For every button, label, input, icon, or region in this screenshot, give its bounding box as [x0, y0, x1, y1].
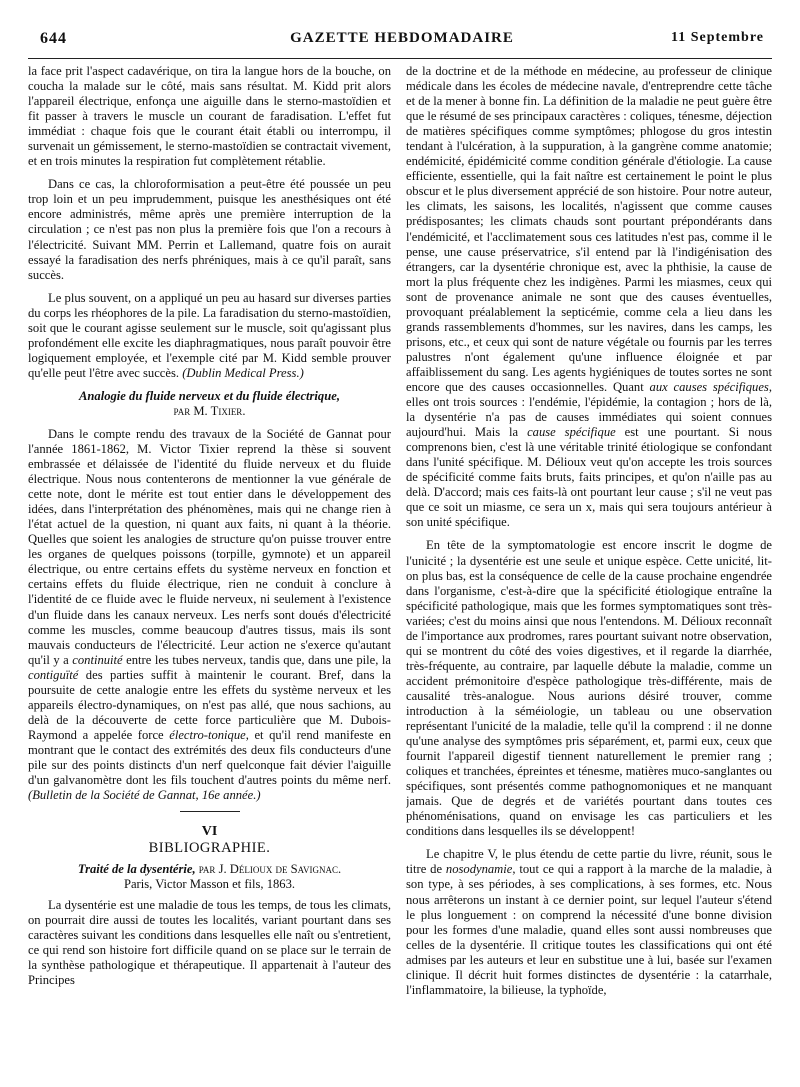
- article-title: Analogie du fluide nerveux et du fluide électrique,: [79, 388, 340, 403]
- paragraph: [28, 427, 391, 803]
- section-number: VI: [201, 824, 218, 840]
- paragraph: En tête de la symptomatologie est encore inscrit le dogme de l'unicité ; la dysentérie est une seule et unique espèce. Cette unicité, lit-on plus bas, est la conséquence de celle de la cause prochaine engendrée dans l'organisme, c'est-à-dire que la spécificité étiologique entraîne la spécificité pathologique, mais que les formes symptomatiques sont très-variées; c'est du moins ainsi que nous l'entendons. M. Délioux reconnaît de l'importance aux prodromes, rares pourtant suivant notre observation, qui se montrent du côté des voies digestives, et il regarde la diarrhée, très-fréquente, au contraire, par laquelle débute la maladie, comme un accident prémonitoire d'espèce pathologique très-différente, mais de causalité très-analogue. Nous aurions désiré trouver, comme introduction à la séméiologie, un tableau ou une observation représentant l'unicité de la maladie, telle qu'il la comprend : il ne donne qu'une analyse des symptômes pris séparément, et, parmi eux, ceux que fournit l'appareil digestif tiennent naturellement le premier rang ; coliques et tranchées, épreintes et ténesme, matières muco-sanglantes ou spécifiques, sont présentés comme pathognomoniques et ne manquant jamais. Que de degrés et de variétés pourtant dans toutes ces phénoménisations, quand on envisage les cas particuliers et les conditions dans lesquelles ils se développent!: [406, 538, 772, 839]
- right-column: [406, 64, 772, 1067]
- review-author: par J. Délioux de Savignac.: [195, 862, 342, 877]
- paragraph: [406, 64, 772, 530]
- emphasis: contiguïté: [28, 667, 79, 682]
- journal-title: GAZETTE HEBDOMADAIRE: [290, 30, 514, 46]
- source-citation: (Dublin Medical Press.): [182, 365, 304, 380]
- emphasis: continuité: [72, 652, 123, 667]
- paragraph: Dans ce cas, la chloroformisation a peut-être été poussée un peu trop loin et un peu imprudemment, puisque les anesthésiques ont été encore administrés, même après une première interruption de la circulation ; ce n'est pas non plus la première fois que l'on a recours à l'électricité. Suivant MM. Perrin et Lallemand, quatre fois on aurait essayé la faradisation des nerfs phréniques, mais à ce qu'il paraît, sans succès.: [28, 177, 391, 282]
- paragraph-text: est une pourtant. Si nous comprenons bien, c'est là une véritable trinité étiologique se confondant dans l'unité spécifique. M. Délioux veut qu'on accepte les trois sources de spécificité comme faits bruts, faits principes, et qu'on n'aille pas au delà. D'accord; mais ces faits-là ont pourtant leur cause ; s'il ne veut pas que ce soit un miasme, ce sera un x, mais qui sera toujours antérieur à son unité spécifique.: [406, 425, 772, 530]
- paragraph-text: , elles ont trois sources : l'endémie, l'épidémie, la contagion ; hors de là, la dysentérie n'a pas de causes immédiates qui soient connues aujourd'hui. Mais la: [406, 379, 772, 440]
- paragraph-text: des parties suffit à maintenir le courant. Bref, dans la poursuite de cette analogie entre les effets du système nerveux et les appareils électro-dynamiques, on n'est pas allé, que nous sachions, au delà de la découverte de cette force particulière que M. Dubois-Raymond a appelée force: [28, 667, 391, 742]
- paragraph-text: entre les tubes nerveux, tandis que, dans une pile, la: [122, 652, 391, 667]
- paragraph: la face prit l'aspect cadavérique, on tira la langue hors de la bouche, on coucha la malade sur le côté, mais sans résultat. M. Kidd prit alors l'appareil électrique, enfonça une aiguille dans le sterno-mastoïdien et fit passer à travers le muscle un courant de faradisation. L'effet fut immédiat : chaque fois que le courant était établi ou interrompu, il survenait un gémissement, le sterno-mastoïdien se contractait vivement, et en trois minutes la respiration fut complètement rétablie.: [28, 64, 391, 169]
- paragraph-text: Le plus souvent, on a appliqué un peu au hasard sur diverses parties du corps les rhéophores de la pile. La faradisation du sterno-mastoïdien, soit que le courant agisse seulement sur le muscle, soit qu'agissant plus profondément elle excite les diaphragmatiques, nous paraît pouvoir être logiquement employée, et l'exemple cité par M. Kidd semble prouver qu'elle peut l'être avec succès.: [28, 290, 391, 380]
- paragraph: [28, 291, 391, 381]
- article-heading: [28, 389, 391, 419]
- paragraph-text: , et qu'il rend manifeste en montrant que le contact des extrémités des deux fils conducteurs d'une pile sur des points distincts d'un nerf quelconque fait dévier l'aiguille d'un galvanomètre dont les fils touchent d'autres points du même nerf.: [28, 727, 391, 788]
- emphasis: nosodynamie: [445, 862, 513, 877]
- header-rule: [28, 58, 772, 59]
- paragraph: La dysentérie est une maladie de tous les temps, de tous les climats, on pourrait dire aussi de toutes les localités, variant pourtant dans ses caractères suivant les conditions dans lesquelles elle naît ou s'entretient, ce qui rend son histoire fort difficile quand on se place sur le terrain de la synthèse pathologique et thérapeutique. Il appartenait à l'auteur des Principes: [28, 898, 391, 988]
- section-separator: [180, 811, 240, 812]
- review-publisher: Paris, Victor Masson et fils, 1863.: [123, 877, 296, 892]
- emphasis: cause spécifique: [527, 425, 616, 440]
- paragraph: [406, 847, 772, 997]
- review-heading: [28, 862, 391, 892]
- review-title: Traité de la dysentérie,: [77, 862, 196, 877]
- emphasis: aux causes spécifiques: [649, 379, 769, 394]
- issue-date: 11 Septembre: [670, 30, 764, 45]
- emphasis: électro-tonique: [169, 727, 246, 742]
- paragraph-text: Dans le compte rendu des travaux de la Société de Gannat pour l'année 1861-1862, M. Victor Tixier reprend la thèse si souvent embrassée et délaissée de l'identité du fluide nerveux et du fluide électrique. Nous nous contenterons de mentionner la vue générale de cette note, dont le mérite est tout entier dans le développement des idées, dans l'interprétation des phénomènes, mais qui ne change rien à l'état actuel de la question, ni quant aux faits, ni quant à la théorie. Quelles que soient les analogies de structure qu'on puisse trouver entre les organes de quelques poissons (torpille, gymnote) et un appareil électrique, ou entre certains effets du système nerveux en fonction et certains effets du fluide électrique, rien ne conduit à conclure à l'identité de ce fluide avec le fluide nerveux, ni seulement à l'existence d'un fluide dans les canaux nerveux. Les nerfs sont doués d'électricité comme les muscles, comme beaucoup d'autres tissus, mais ils sont mauvais conducteurs de l'électricité. Leur action ne s'exerce qu'autant qu'il y a: [28, 426, 391, 667]
- left-column: [28, 64, 391, 1067]
- page-number: 644: [40, 30, 67, 47]
- paragraph-text: Le chapitre V, le plus étendu de cette partie du livre, réunit, sous le titre de: [406, 847, 772, 877]
- running-header: [40, 30, 764, 52]
- source-citation: (Bulletin de la Société de Gannat, 16e année.): [28, 788, 261, 803]
- paragraph-text: , tout ce qui a rapport à la marche de la maladie, à son type, à ses périodes, à ses complications, à ses formes, etc. Nous nous arrêterons un instant à ce dernier point, sur lequel l'auteur s'étend le plus longuement : on comprend la nécessité d'une bonne division pour les formes d'une maladie, quand elles sont aussi nombreuses que celles de la dysentérie. Il critique toutes les classifications qui ont été admises par les auteurs et leur en substitue une à lui, basée sur l'examen clinique. Il décrit huit formes distinctes de dysentérie : la catarrhale, l'inflammatoire, la bilieuse, la typhoïde,: [406, 862, 772, 997]
- paragraph-text: de la doctrine et de la méthode en médecine, au professeur de clinique médicale dans les écoles de médecine navale, d'entreprendre cette tâche et de la mener à bonne fin. La définition de la maladie ne peut guère être que le résumé de ses principaux caractères : coliques, ténesme, déjection de matières spécifiques comme symptômes; phlogose du gros intestin tendant à l'ulcération, à la suppuration, à la gangrène comme anatomie; endémicité, épidémicité comme condition générale d'étiologie. La cause efficiente, essentielle, qui la fait naître est certainement le point le plus obscur et le plus diversement apprécié de son histoire. Pour notre auteur, les climats, les saisons, les localités, n'agissent que comme causes prédisposantes; les climats chauds sont pourtant prépondérants dans l'endémicité, et l'acclimatement sous ces latitudes n'est pas, comme il le pense, une cause préservatrice, s'il entend par là l'indigénisation des étrangers, car la dysentérie chronique est, avec la phthisie, la cause de mort la plus fréquente chez les indigènes. Parmi les miasmes, ceux qui sont de provenance animale ne sont que des causes éventuelles, provoquant préalablement la septicémie, comme cela a lieu dans les grands rassemblements d'hommes, sur les navires, dans les camps, les prisons, etc., et ceux qui sont de nature végétale ou fournis par les terres palustres n'ont également qu'une influence éloignée et par affaiblissement du sang. Les agents hygiéniques de toutes sortes ne sont encore que des causes occasionnelles. Quant: [406, 64, 772, 394]
- article-byline: par M. Tixier.: [173, 403, 246, 418]
- section-title: BIBLIOGRAPHIE.: [148, 840, 271, 857]
